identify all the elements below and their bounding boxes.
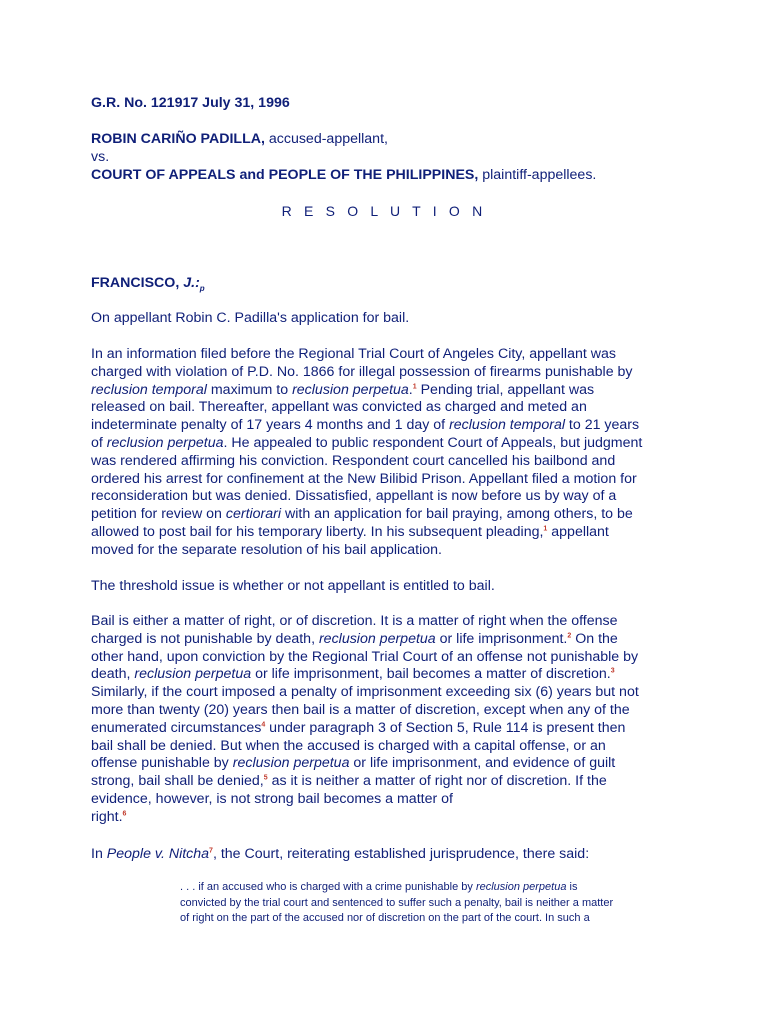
text: . . . if an accused who is charged with a crime punishable by xyxy=(180,881,476,893)
text: or life imprisonment, and evidence of guilt xyxy=(349,755,616,772)
text: is xyxy=(566,881,578,893)
text: right. xyxy=(91,808,123,825)
p3-line: Similarly, if the court imposed a penalty of imprisonment exceeding six (6) years but not xyxy=(91,684,639,701)
text: indeterminate penalty of 17 years 4 months and 1 day of xyxy=(91,417,450,434)
p3-line: other hand, upon conviction by the Regional Trial Court of an offense not punishable by xyxy=(91,648,639,665)
case-citation: People v. Nitcha xyxy=(106,846,210,862)
p1-line: reconsideration but was denied. Dissatisfied, appellant is now before us by way of a xyxy=(91,488,617,505)
text: On the xyxy=(571,630,618,647)
italic-term: reclusion perpetua xyxy=(475,881,567,893)
footnote-ref[interactable]: 1 xyxy=(543,525,548,533)
p1-line: In an information filed before the Regional Trial Court of Angeles City, appellant was xyxy=(91,346,616,362)
text: with an application for bail praying, among others, to be xyxy=(281,506,633,523)
appellee-role: plaintiff-appellees. xyxy=(478,166,597,183)
appellee-name: COURT OF APPEALS and PEOPLE OF THE PHILIPPINES, xyxy=(91,166,479,183)
text: , the Court, reiterating established jurisprudence, there said: xyxy=(212,846,590,862)
text: to 21 years xyxy=(564,417,640,434)
paragraph-4 xyxy=(91,846,589,864)
p3-line xyxy=(91,773,639,791)
quote-line: convicted by the trial court and sentenced to suffer such a penalty, bail is neither a matter xyxy=(180,896,614,909)
p3-line: evidence, however, is not strong bail becomes a matter of xyxy=(91,790,453,807)
text: strong, bail shall be denied, xyxy=(91,773,264,790)
p1-line: moved for the separate resolution of his bail application. xyxy=(91,541,442,558)
p1-line: ordered his arrest for confinement at the New Bilibid Prison. Appellant filed a motion for xyxy=(91,470,637,487)
appellant-name: ROBIN CARIÑO PADILLA, xyxy=(91,131,265,147)
italic-term: reclusion perpetua xyxy=(232,755,350,772)
p1-line xyxy=(91,506,642,524)
p3-line xyxy=(91,809,639,827)
p1-line xyxy=(91,417,642,435)
footnote-ref[interactable]: 7 xyxy=(209,847,213,855)
p3-line: more than twenty (20) years then bail is a matter of discretion, except when any of the xyxy=(91,701,630,718)
p3-line: bail shall be denied. But when the accused is charged with a capital offense, or an xyxy=(91,737,606,754)
ponente xyxy=(91,275,205,298)
italic-term: reclusion perpetua xyxy=(106,434,224,451)
p3-line xyxy=(91,666,639,684)
text: death, xyxy=(91,666,135,683)
p3-line xyxy=(91,755,639,773)
footnote-ref[interactable]: 6 xyxy=(122,810,127,818)
italic-term: reclusion temporal xyxy=(91,381,207,398)
p1-line xyxy=(91,435,642,453)
text: under paragraph 3 of Section 5, Rule 114 is present then xyxy=(265,719,626,736)
text: petition for review on xyxy=(91,506,226,523)
quote-line xyxy=(180,880,613,896)
text: as it is neither a matter of right nor of discretion. If the xyxy=(267,773,607,790)
resolution-heading: R E S O L U T I O N xyxy=(281,203,487,219)
p3-line xyxy=(91,720,639,738)
ponente-name: FRANCISCO, xyxy=(91,275,180,291)
p1-line: released on bail. Thereafter, appellant was convicted as charged and meted an xyxy=(91,399,587,416)
p1-line xyxy=(91,524,642,542)
italic-term: certiorari xyxy=(225,506,282,523)
versus: vs. xyxy=(91,148,110,165)
paragraph-3 xyxy=(91,613,639,827)
p1-line xyxy=(91,382,642,400)
text: or life imprisonment. xyxy=(435,630,568,647)
footnote-ref[interactable]: 4 xyxy=(261,721,266,729)
italic-term: reclusion perpetua xyxy=(292,381,409,398)
text: . xyxy=(408,381,413,398)
p1-line: was rendered affirming his conviction. Respondent court cancelled his bailbond and xyxy=(91,452,616,469)
italic-term: reclusion perpetua xyxy=(134,666,252,683)
quote-line: of right on the part of the accused nor of discretion on the part of the court. In such a xyxy=(180,912,590,924)
p1-line: charged with violation of P.D. No. 1866 for illegal possession of firearms punishable by xyxy=(91,363,633,380)
case-number: G.R. No. 121917 July 31, 1996 xyxy=(91,95,290,111)
footnote-ref[interactable]: 1 xyxy=(412,382,417,390)
text: In xyxy=(91,846,107,862)
footnote-ref[interactable]: 5 xyxy=(263,774,268,782)
paragraph-2: The threshold issue is whether or not appellant is entitled to bail. xyxy=(91,578,495,594)
p3-line xyxy=(91,631,639,649)
p3-line: Bail is either a matter of right, or of discretion. It is a matter of right when the offense xyxy=(91,613,618,629)
block-quote xyxy=(180,880,613,927)
text: . He appealed to public respondent Court of Appeals, but judgment xyxy=(223,434,643,451)
text: charged is not punishable by death, xyxy=(91,630,319,647)
paragraph-1 xyxy=(91,346,642,560)
ponente-mark: p xyxy=(199,283,205,293)
footnote-ref[interactable]: 2 xyxy=(567,632,572,640)
appellant-role: accused-appellant, xyxy=(264,131,388,147)
case-parties xyxy=(91,131,596,184)
ponente-title: J.: xyxy=(183,275,200,291)
text: maximum to xyxy=(206,381,293,398)
text: Pending trial, appellant was xyxy=(416,381,595,398)
intro-paragraph: On appellant Robin C. Padilla's application for bail. xyxy=(91,310,410,326)
italic-term: reclusion temporal xyxy=(449,417,565,434)
text: enumerated circumstances xyxy=(91,719,262,736)
italic-term: reclusion perpetua xyxy=(318,630,436,647)
text: allowed to post bail for his temporary liberty. In his subsequent pleading, xyxy=(91,523,544,540)
text: appellant xyxy=(547,523,609,540)
text: offense punishable by xyxy=(91,755,233,772)
footnote-ref[interactable]: 3 xyxy=(610,667,615,675)
text: or life imprisonment, bail becomes a matter of discretion. xyxy=(251,666,611,683)
text: of xyxy=(91,434,107,451)
